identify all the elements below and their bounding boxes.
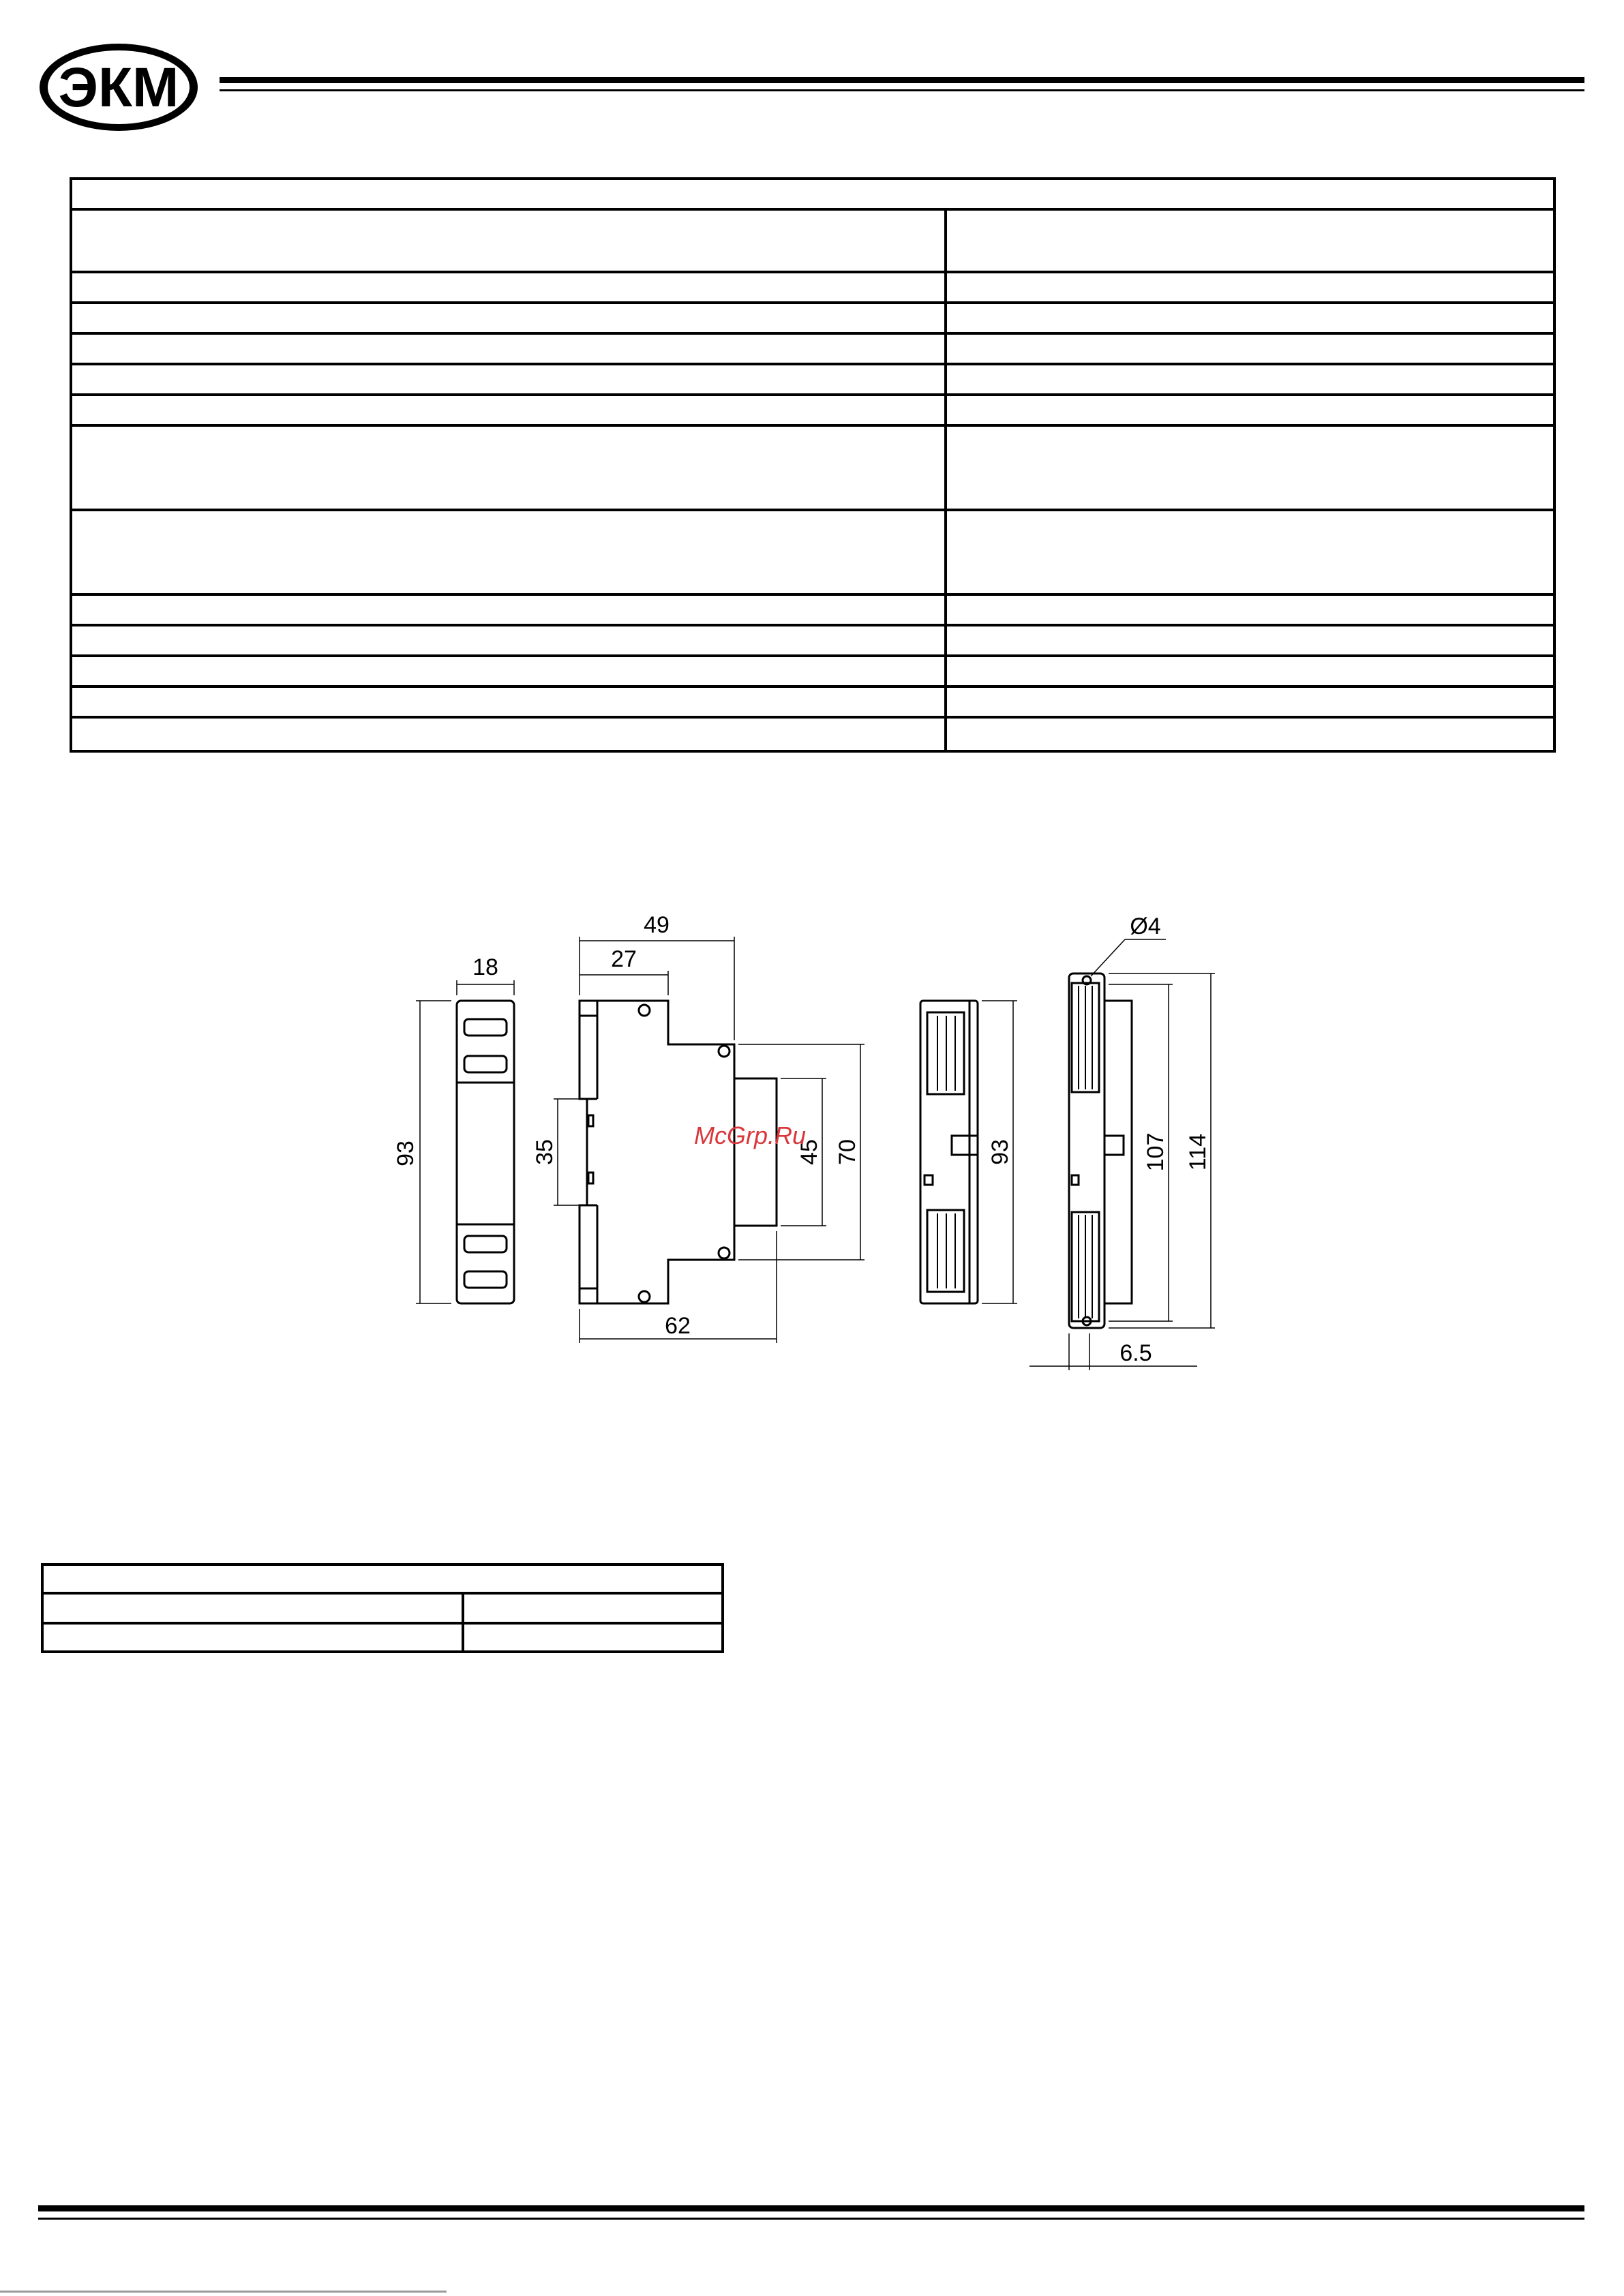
- table-row: [71, 425, 1554, 510]
- table-cell: [463, 1623, 723, 1652]
- dim-label-18: 18: [472, 954, 498, 980]
- page-edge-rule: [0, 2291, 447, 2293]
- table-row: [71, 395, 1554, 425]
- table-cell: [71, 272, 946, 303]
- dimensional-drawing: [382, 900, 1241, 1391]
- table-row: [71, 594, 1554, 625]
- table-row: [71, 333, 1554, 364]
- dim-label-93-front: 93: [393, 1141, 419, 1166]
- table-cell: [946, 686, 1554, 717]
- table-cell: [946, 717, 1554, 751]
- dim-label-62: 62: [665, 1313, 691, 1339]
- table-cell: [71, 364, 946, 395]
- dim-label-35: 35: [532, 1139, 558, 1165]
- dim-label-diameter-4: Ø4: [1130, 913, 1161, 939]
- table-cell: [946, 656, 1554, 686]
- table-cell: [946, 364, 1554, 395]
- table-row: [71, 303, 1554, 333]
- table-cell: [42, 1593, 463, 1623]
- table-cell: [946, 333, 1554, 364]
- ekm-logo: [35, 40, 202, 135]
- footer-rule-thin: [38, 2218, 1584, 2220]
- specification-table: [70, 177, 1556, 753]
- table-row: [71, 510, 1554, 594]
- dim-label-27: 27: [611, 946, 637, 972]
- table-cell: [71, 717, 946, 751]
- side-view-profile: [580, 1001, 777, 1303]
- footer-rule-thick: [38, 2205, 1584, 2211]
- table-cell: [71, 625, 946, 656]
- header-rule-thin: [220, 89, 1584, 91]
- table-cell: [71, 510, 946, 594]
- table-row: [42, 1593, 723, 1623]
- dim-label-107: 107: [1143, 1132, 1169, 1172]
- table-row: [71, 364, 1554, 395]
- table-cell: [42, 1565, 723, 1593]
- secondary-table: [41, 1563, 724, 1653]
- dim-label-70: 70: [834, 1139, 860, 1165]
- table-header-row: [42, 1565, 723, 1593]
- table-cell: [42, 1623, 463, 1652]
- dim-label-6-5: 6.5: [1119, 1340, 1152, 1366]
- table-row: [71, 686, 1554, 717]
- front-view-body: [457, 1001, 514, 1303]
- table-cell: [71, 209, 946, 272]
- dim-label-114: 114: [1185, 1133, 1211, 1171]
- table-cell: [71, 594, 946, 625]
- dim-label-49: 49: [644, 912, 670, 938]
- table-row: [71, 625, 1554, 656]
- table-row: [71, 209, 1554, 272]
- table-cell: [946, 395, 1554, 425]
- table-cell: [71, 686, 946, 717]
- watermark: McGrp.Ru: [693, 1121, 807, 1149]
- table-cell: [71, 395, 946, 425]
- dim-label-93-rear: 93: [987, 1139, 1013, 1165]
- table-row: [71, 717, 1554, 751]
- table-cell: [71, 179, 1554, 209]
- table-cell: [946, 510, 1554, 594]
- table-header-row: [71, 179, 1554, 209]
- table-cell: [946, 625, 1554, 656]
- svg-text:ЭКМ: ЭКМ: [58, 57, 179, 119]
- table-row: [71, 272, 1554, 303]
- table-cell: [71, 656, 946, 686]
- dim-label-45: 45: [796, 1139, 822, 1165]
- table-cell: [946, 303, 1554, 333]
- table-cell: [946, 272, 1554, 303]
- table-cell: [946, 594, 1554, 625]
- table-cell: [71, 333, 946, 364]
- table-cell: [946, 425, 1554, 510]
- table-cell: [71, 303, 946, 333]
- table-cell: [463, 1593, 723, 1623]
- table-row: [42, 1623, 723, 1652]
- table-row: [71, 656, 1554, 686]
- table-cell: [946, 209, 1554, 272]
- table-cell: [71, 425, 946, 510]
- header-rule-thick: [220, 77, 1584, 83]
